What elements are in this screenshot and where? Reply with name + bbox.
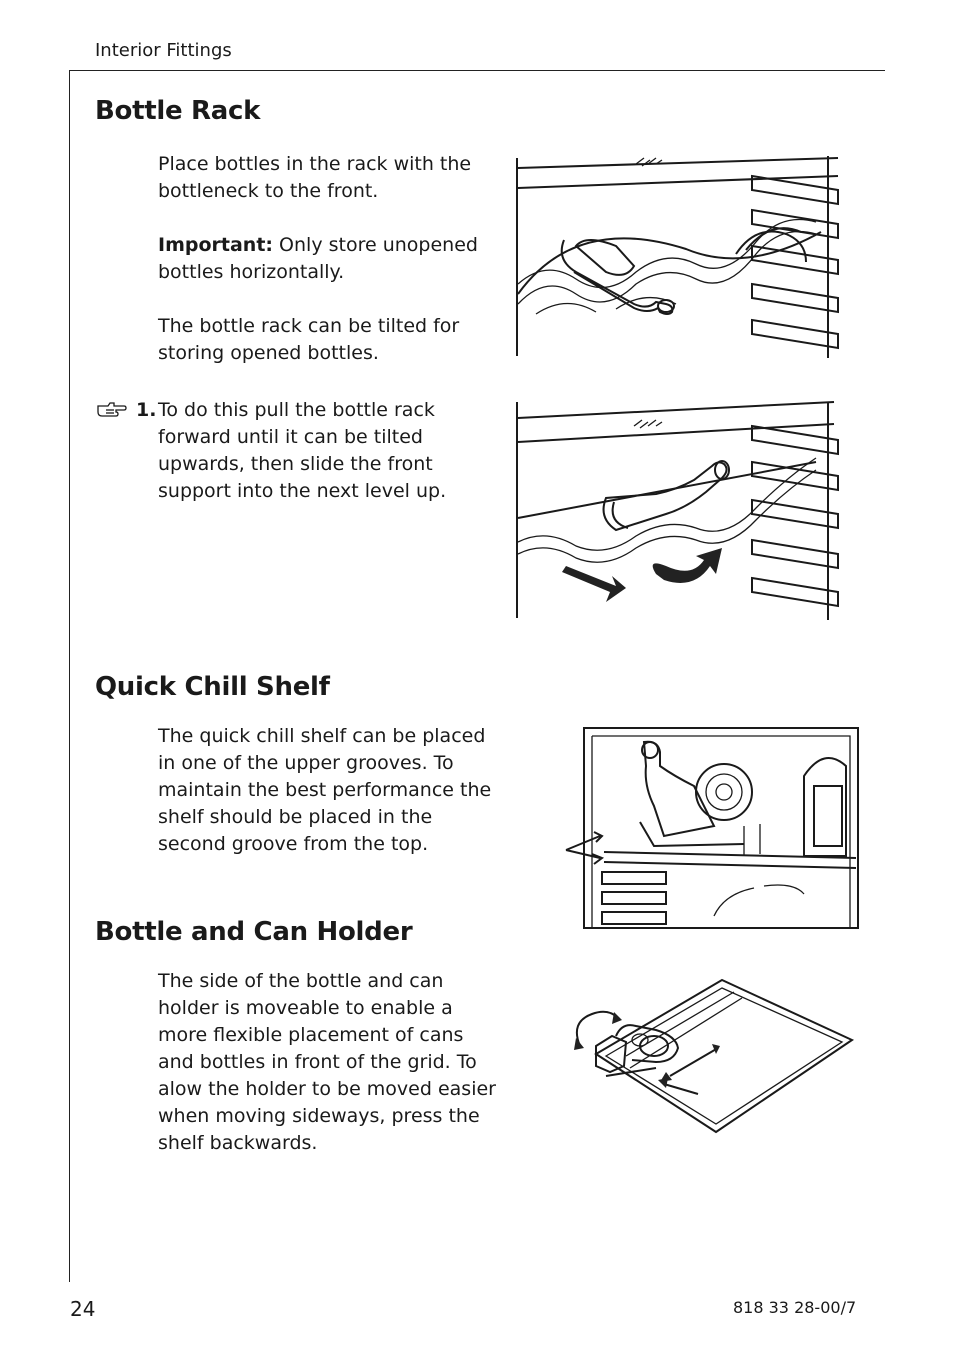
- tilted-rack-illustration: [516, 398, 842, 624]
- important-label: Important:: [158, 234, 274, 256]
- bottle-rack-illustration: [516, 154, 842, 362]
- bottle-rack-heading: Bottle Rack: [95, 96, 261, 126]
- running-header: Interior Fittings: [95, 40, 232, 61]
- important-text: Only store unopened bottles horizontally.: [158, 234, 478, 283]
- margin-rule: [69, 70, 70, 1282]
- pointing-hand-icon: [96, 400, 128, 424]
- document-code: 818 33 28-00/7: [733, 1298, 857, 1317]
- can-holder-heading: Bottle and Can Holder: [95, 917, 413, 947]
- page-number: 24: [70, 1297, 96, 1321]
- step-instruction: To do this pull the bottle rack forward until it can be tilted upwards, then slide the front support into the next level up.: [158, 399, 447, 502]
- quick-chill-illustration: [564, 726, 860, 934]
- quick-chill-text: The quick chill shelf can be placed in one of the upper grooves. To maintain the best performance the shelf should be placed in the second groove from the top.: [158, 725, 492, 855]
- can-holder-illustration: [566, 976, 856, 1140]
- quick-chill-heading: Quick Chill Shelf: [95, 672, 330, 702]
- step-number: 1.: [136, 399, 157, 421]
- header-rule: [69, 70, 885, 71]
- bottle-rack-important: [158, 232, 503, 286]
- can-holder-text: The side of the bottle and can holder is moveable to enable a more flexible placement of cans and bottles in front of the grid. To alow the holder to be moved easier when moving sideways, press the shelf backwards.: [158, 970, 496, 1154]
- bottle-rack-intro: Place bottles in the rack with the bottleneck to the front.: [158, 153, 472, 202]
- bottle-rack-tilt-note: The bottle rack can be tilted for storing opened bottles.: [158, 315, 460, 364]
